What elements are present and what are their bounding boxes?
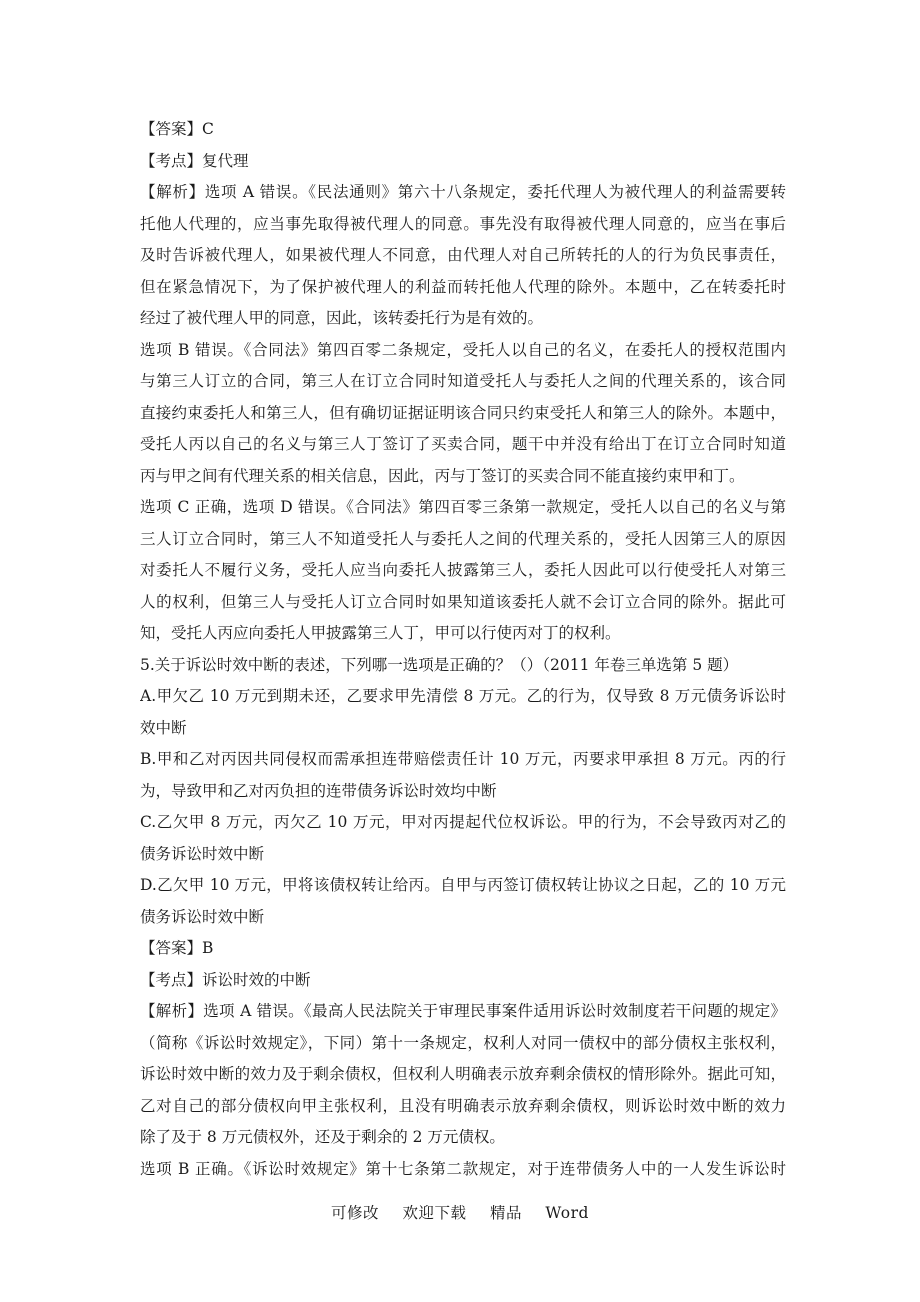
text-line: 对委托人不履行义务，受托人应当向委托人披露第三人，委托人因此可以行使受托人对第三 <box>140 561 786 579</box>
text-line: 及时告诉被代理人，如果被代理人不同意，由代理人对自己所转托的人的行为负民事责任， <box>140 246 786 264</box>
text-line: 选项 B 正确。《诉讼时效规定》第十七条第二款规定，对于连带债务人中的一人发生诉讼时 <box>140 1159 786 1178</box>
text-line: 【答案】C <box>140 120 214 138</box>
text-line: 【解析】选项 A 错误。《最高人民法院关于审理民事案件适用诉讼时效制度若干问题的规定》 <box>140 1002 786 1020</box>
text-line: 为，导致甲和乙对丙负担的连带债务诉讼时效均中断 <box>140 781 497 800</box>
text-line: 知，受托人丙应向委托人甲披露第三人丁，甲可以行使丙对丁的权利。 <box>140 624 621 642</box>
text-line: C.乙欠甲 8 万元，丙欠乙 10 万元，甲对丙提起代位权诉讼。甲的行为，不会导致丙对乙的 <box>140 813 786 831</box>
text-line: A.甲欠乙 10 万元到期未还，乙要求甲先清偿 8 万元。乙的行为，仅导致 8 万元债务诉讼时 <box>140 687 786 705</box>
text-line: 直接约束委托人和第三人，但有确切证据证明该合同只约束受托人和第三人的除外。本题中， <box>140 403 786 422</box>
text-line: 选项 B 错误。《合同法》第四百零二条规定，受托人以自己的名义，在委托人的授权范围内 <box>140 340 786 359</box>
text-line: 乙对自己的部分债权向甲主张权利，且没有明确表示放弃剩余债权，则诉讼时效中断的效力 <box>140 1096 786 1115</box>
text-line: 【考点】诉讼时效的中断 <box>140 970 311 989</box>
text-line: 效中断 <box>140 718 187 737</box>
text-line: 三人订立合同时，第三人不知道受托人与委托人之间的代理关系的，受托人因第三人的原因 <box>140 529 786 548</box>
footer-word: Word <box>545 1204 589 1222</box>
page-footer <box>0 1201 920 1223</box>
text-line: 【解析】选项 A 错误。《民法通则》第六十八条规定，委托代理人为被代理人的利益需要转 <box>140 183 786 201</box>
text-line: 选项 C 正确，选项 D 错误。《合同法》第四百零三条第一款规定，受托人以自己的名义与第 <box>140 498 786 516</box>
text-line: 债务诉讼时效中断 <box>140 844 265 863</box>
text-line: 但在紧急情况下，为了保护被代理人的利益而转托他人代理的除外。本题中，乙在转委托时 <box>140 277 786 296</box>
text-line: 丙与甲之间有代理关系的相关信息，因此，丙与丁签订的买卖合同不能直接约束甲和丁。 <box>140 466 745 485</box>
text-line: 受托人丙以自己的名义与第三人丁签订了买卖合同，题干中并没有给出丁在订立合同时知道 <box>140 435 786 453</box>
document-body <box>140 114 786 1185</box>
text-line: （简称《诉讼时效规定》，下同）第十一条规定，权利人对同一债权中的部分债权主张权利， <box>140 1033 786 1052</box>
text-line: D.乙欠甲 10 万元，甲将该债权转让给丙。自甲与丙签订债权转让协议之日起，乙的 10 万元 <box>140 876 786 894</box>
text-line: 债务诉讼时效中断 <box>140 907 265 926</box>
text-line: 经过了被代理人甲的同意，因此，该转委托行为是有效的。 <box>140 309 544 327</box>
footer-premium: 精品 <box>489 1204 522 1222</box>
text-line: 托他人代理的，应当事先取得被代理人的同意。事先没有取得被代理人同意的，应当在事后 <box>140 214 786 233</box>
footer-editable: 可修改 <box>331 1204 380 1222</box>
text-line: 与第三人订立的合同，第三人在订立合同时知道受托人与委托人之间的代理关系的，该合同 <box>140 372 786 390</box>
footer-download: 欢迎下载 <box>402 1204 467 1222</box>
text-line: B.甲和乙对丙因共同侵权而需承担连带赔偿责任计 10 万元，丙要求甲承担 8 万元。丙的行 <box>140 750 786 768</box>
text-line: 诉讼时效中断的效力及于剩余债权，但权利人明确表示放弃剩余债权的情形除外。据此可知， <box>140 1065 786 1083</box>
text-line: 除了及于 8 万元债权外，还及于剩余的 2 万元债权。 <box>140 1128 505 1146</box>
text-line: 5.关于诉讼时效中断的表述，下列哪一选项是正确的？（）（2011 年卷三单选第 5 题） <box>140 655 739 674</box>
text-line: 【答案】B <box>140 939 214 957</box>
text-line: 【考点】复代理 <box>140 151 249 170</box>
text-line: 人的权利，但第三人与受托人订立合同时如果知道该委托人就不会订立合同的除外。据此可 <box>140 592 786 611</box>
